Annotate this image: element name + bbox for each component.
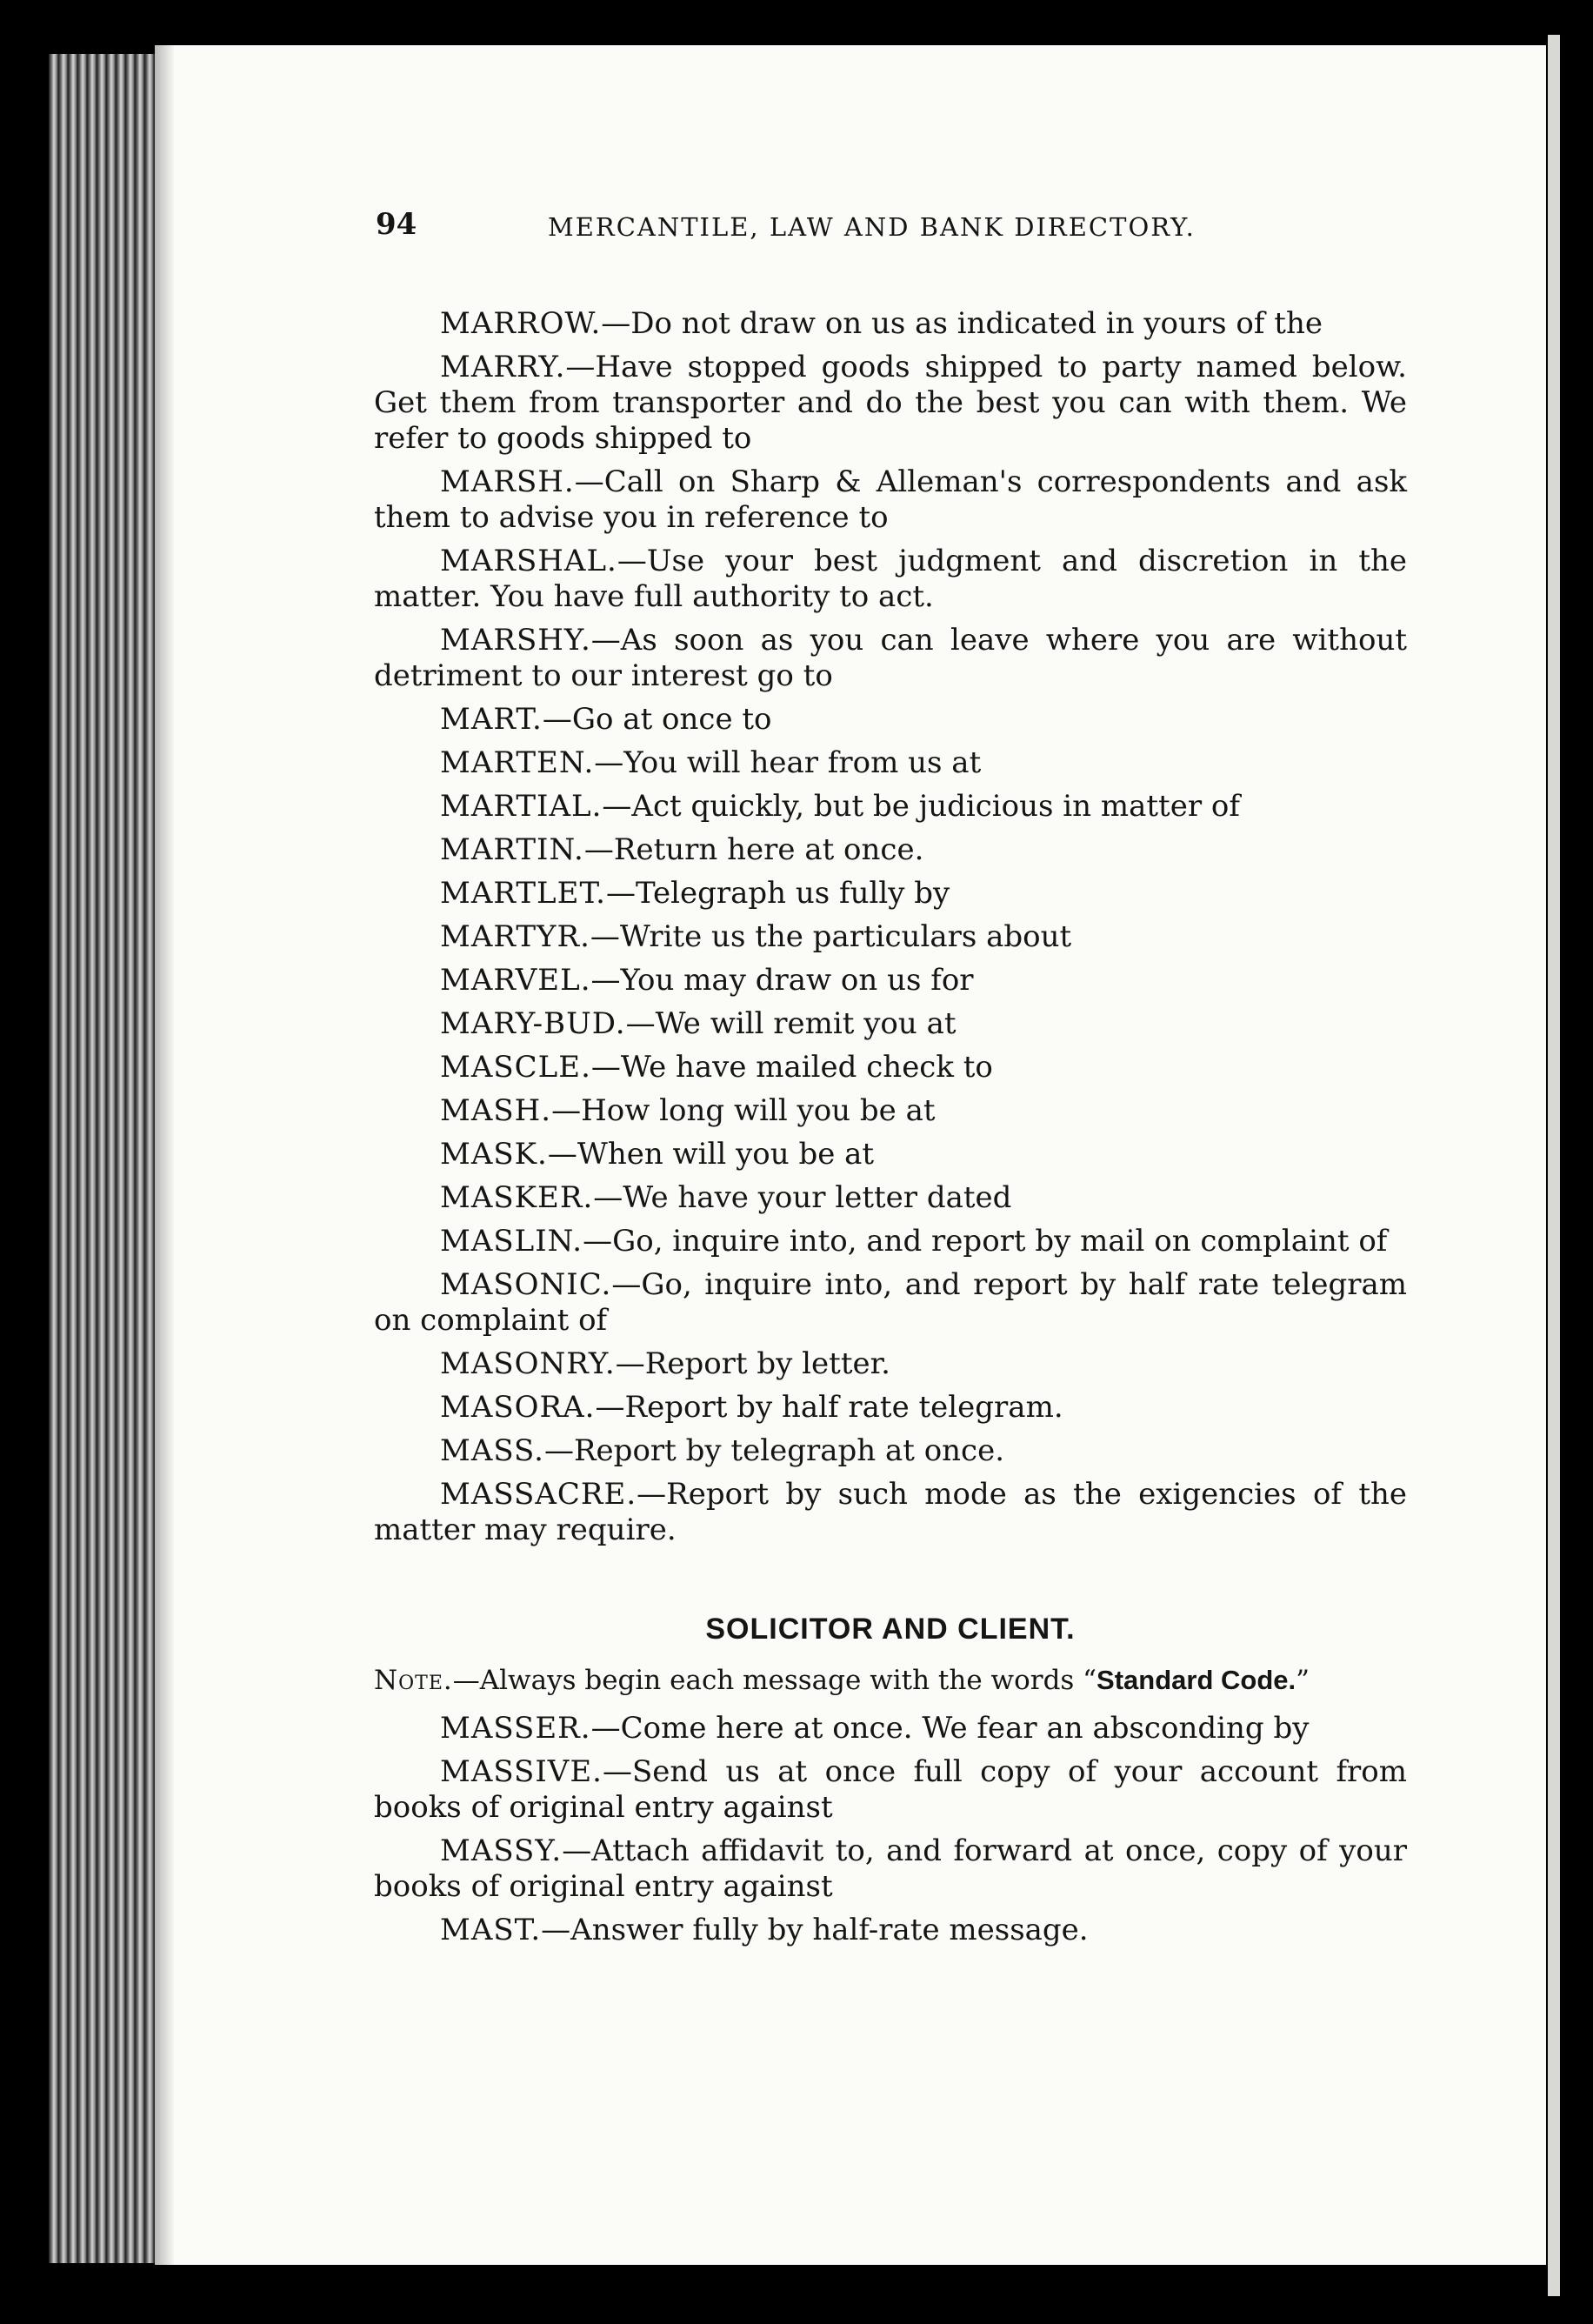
code-meaning: We have mailed check to [620, 1050, 993, 1085]
code-meaning: Report by half rate telegram. [624, 1390, 1063, 1425]
dash-separator: — [541, 1913, 571, 1947]
code-word: MARTYR. [440, 919, 590, 954]
running-title: MERCANTILE, LAW AND BANK DIRECTORY. [548, 212, 1196, 242]
dash-separator: — [595, 1390, 625, 1425]
dash-separator: — [551, 1093, 582, 1128]
code-entry [374, 1754, 1407, 1826]
code-meaning: Send us at once full copy of your account from books of original entry against [374, 1754, 1407, 1825]
code-entry [374, 702, 1407, 738]
code-meaning: Do not draw on us as indicated in yours of the [630, 306, 1323, 341]
code-entry [374, 1267, 1407, 1339]
code-word: MASSER. [440, 1711, 591, 1746]
code-entry [374, 1224, 1407, 1259]
code-meaning: Go at once to [571, 702, 772, 737]
code-meaning: As soon as you can leave where you are without detriment to our interest go to [374, 623, 1407, 693]
code-entry [374, 919, 1407, 955]
code-entry [374, 1050, 1407, 1085]
section-note: Note.—Always begin each message with the words “Standard Code.” [374, 1665, 1310, 1696]
code-entry [374, 789, 1407, 825]
note-text: Always begin each message with the words “ [479, 1665, 1097, 1696]
note-close: ” [1296, 1665, 1310, 1696]
code-word: MASH. [440, 1093, 552, 1128]
facing-page-edge [1548, 35, 1560, 2296]
code-meaning: You may draw on us for [620, 963, 974, 998]
code-word: MARROW. [440, 306, 602, 341]
page-header [374, 207, 1407, 250]
code-word: MAST. [440, 1913, 542, 1947]
dash-separator: — [590, 1711, 621, 1746]
code-entry [374, 832, 1407, 868]
code-entry [374, 1093, 1407, 1129]
code-entry [374, 963, 1407, 998]
code-entries [374, 306, 1407, 1548]
code-word: MASCLE. [440, 1050, 591, 1085]
code-word: MARRY. [440, 350, 566, 384]
code-meaning: Attach affidavit to, and forward at once, copy of your books of original entry against [374, 1833, 1407, 1904]
dash-separator: — [601, 306, 631, 341]
code-word: MARY-BUD. [440, 1006, 626, 1041]
code-meaning: Return here at once. [613, 832, 924, 867]
dash-separator: — [602, 789, 632, 824]
code-word: MARSHAL. [440, 544, 617, 578]
code-word: MASSACRE. [440, 1477, 637, 1512]
page-stack-edge [49, 54, 162, 2263]
dash-separator: — [590, 1050, 621, 1085]
section-code-entries [374, 1711, 1407, 1948]
dash-separator: — [565, 350, 596, 384]
code-entry [374, 1180, 1407, 1216]
code-meaning: You will hear from us at [623, 745, 982, 780]
code-meaning: Report by letter. [644, 1346, 890, 1381]
code-meaning: How long will you be at [581, 1093, 936, 1128]
page-content [374, 207, 1407, 1956]
code-entry [374, 1711, 1407, 1746]
code-meaning: We have your letter dated [623, 1180, 1012, 1215]
code-meaning: Go, inquire into, and report by mail on complaint of [612, 1224, 1388, 1259]
code-entry [374, 306, 1407, 342]
dash-separator: — [594, 745, 624, 780]
code-word: MARTLET. [440, 876, 606, 911]
note-emphasis: Standard Code. [1096, 1665, 1296, 1695]
dash-separator: — [543, 1433, 574, 1468]
dash-separator: — [611, 1267, 642, 1302]
dash-separator: — [583, 832, 614, 867]
code-entry [374, 1433, 1407, 1469]
dash-separator: — [590, 623, 621, 658]
code-entry [374, 876, 1407, 912]
dash-separator: — [590, 919, 620, 954]
code-word: MASS. [440, 1433, 544, 1468]
dash-separator: — [605, 876, 636, 911]
code-meaning: Report by telegraph at once. [573, 1433, 1005, 1468]
code-entry [374, 1477, 1407, 1548]
code-word: MASKER. [440, 1180, 594, 1215]
code-word: MARSHY. [440, 623, 591, 658]
dash-separator: — [583, 1224, 613, 1259]
code-meaning: Answer fully by half-rate message. [570, 1913, 1089, 1947]
code-meaning: Act quickly, but be judicious in matter of [631, 789, 1240, 824]
code-word: MARVEL. [440, 963, 591, 998]
code-entry [374, 350, 1407, 457]
code-entry [374, 1390, 1407, 1426]
dash-separator: — [637, 1477, 667, 1512]
code-entry [374, 1137, 1407, 1172]
code-entry [374, 544, 1407, 615]
code-word: MASONIC. [440, 1267, 612, 1302]
code-word: MASSY. [440, 1833, 563, 1868]
code-meaning: Come here at once. We fear an absconding by [620, 1711, 1310, 1746]
code-meaning: Go, inquire into, and report by half rate telegram on complaint of [374, 1267, 1407, 1338]
code-word: MASONRY. [440, 1346, 616, 1381]
page-number: 94 [376, 207, 417, 242]
code-word: MART. [440, 702, 543, 737]
code-entry [374, 1913, 1407, 1948]
code-meaning: Use your best judgment and discretion in the matter. You have full authority to act. [374, 544, 1407, 614]
code-meaning: When will you be at [577, 1137, 875, 1172]
code-meaning: Telegraph us fully by [635, 876, 950, 911]
dash-separator: — [562, 1833, 592, 1868]
code-word: MASORA. [440, 1390, 596, 1425]
code-entry [374, 464, 1407, 536]
dash-separator: — [547, 1137, 577, 1172]
dash-separator: — [590, 963, 621, 998]
section-heading: SOLICITOR AND CLIENT. [705, 1613, 1076, 1646]
code-meaning: We will remit you at [655, 1006, 956, 1041]
code-entry [374, 1346, 1407, 1382]
code-word: MARTIAL. [440, 789, 603, 824]
dash-separator: — [602, 1754, 632, 1789]
code-word: MASK. [440, 1137, 548, 1172]
code-meaning: Write us the particulars about [619, 919, 1072, 954]
code-meaning: Report by such mode as the exigencies of the matter may require. [374, 1477, 1407, 1547]
code-entry [374, 1006, 1407, 1042]
dash-separator: — [615, 1346, 645, 1381]
note-label: Note. [374, 1665, 453, 1696]
spine-shadow [155, 45, 174, 2265]
dash-separator: — [574, 464, 604, 499]
code-entry [374, 1833, 1407, 1905]
code-meaning: Have stopped goods shipped to party named below. Get them from transporter and do the best you can with them. We refer to goods shipped to [374, 350, 1407, 456]
dash-separator: — [617, 544, 647, 578]
code-word: MASLIN. [440, 1224, 583, 1259]
code-entry [374, 623, 1407, 694]
code-entry [374, 745, 1407, 781]
code-word: MARTIN. [440, 832, 584, 867]
dash-separator: — [625, 1006, 656, 1041]
code-word: MARSH. [440, 464, 575, 499]
dash-separator: — [542, 702, 572, 737]
code-word: MASSIVE. [440, 1754, 603, 1789]
code-meaning: Call on Sharp & Alleman's correspondents and ask them to advise you in reference to [374, 464, 1407, 535]
code-word: MARTEN. [440, 745, 595, 780]
dash-separator: — [593, 1180, 623, 1215]
